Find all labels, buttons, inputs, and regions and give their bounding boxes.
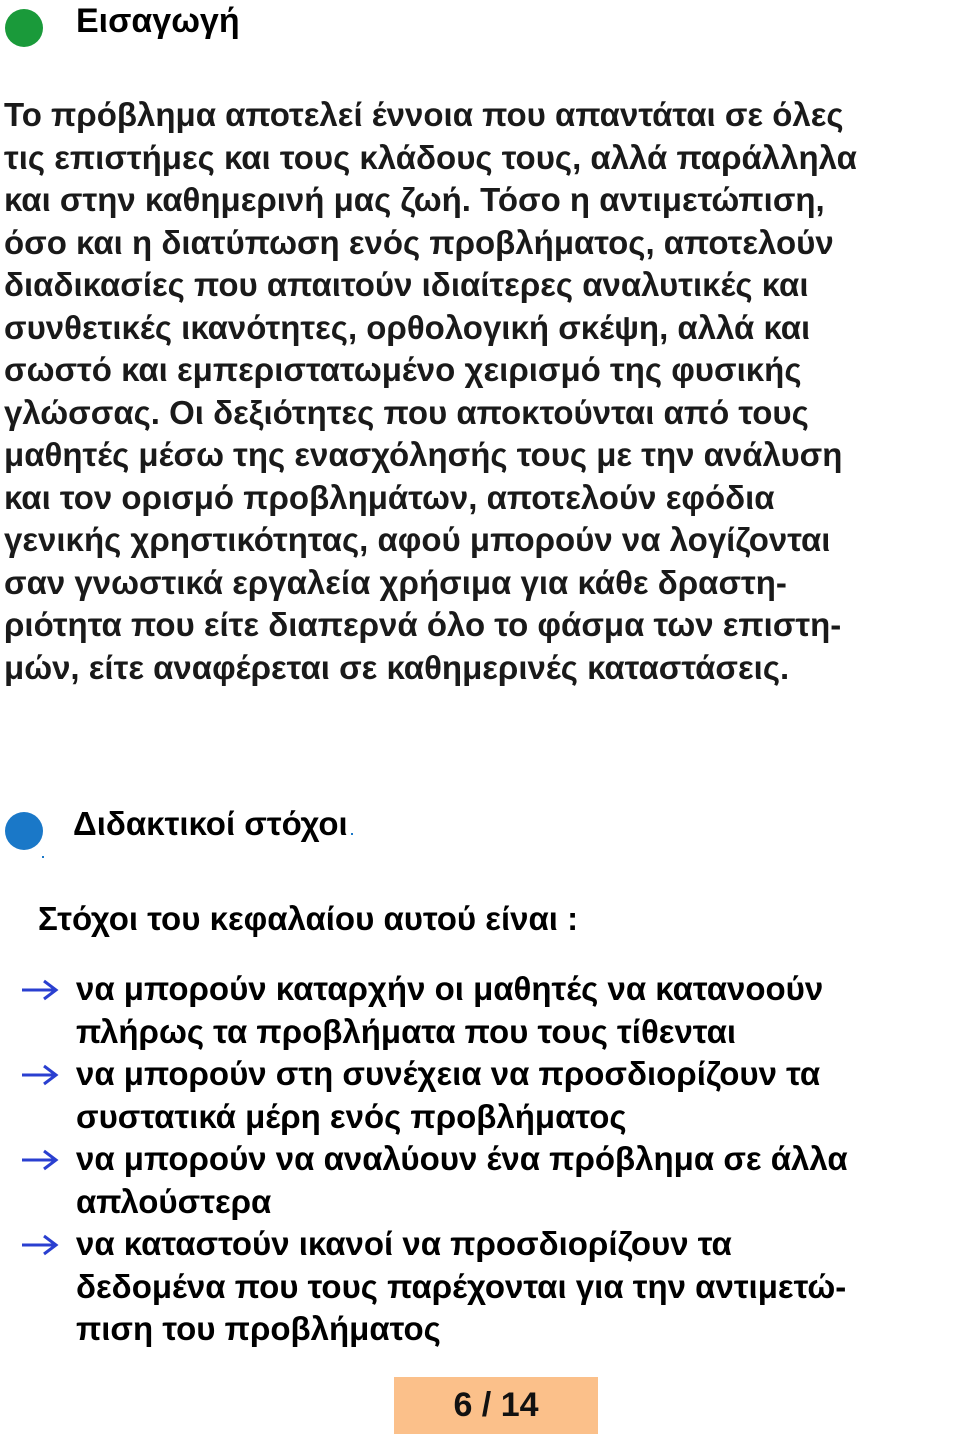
paragraph-line: συνθετικές ικανότητες, ορθολογική σκέψη, αλλά και <box>4 308 811 346</box>
paragraph-line: διαδικασίες που απαιτούν ιδιαίτερες αναλυτικές και <box>4 266 809 303</box>
goals-heading-text: Διδακτικοί στόχοι <box>73 805 348 842</box>
goal-item-line: να μπορούν καταρχήν οι μαθητές να κατανοούν <box>76 970 824 1007</box>
page-number-label: 6 / 14 <box>453 1386 539 1424</box>
paragraph-line: γλώσσας. Οι δεξιότητες που αποκτούνται από τους <box>4 393 809 431</box>
paragraph-line: σαν γνωστικά εργαλεία χρήσιμα για κάθε δραστη- <box>4 563 787 601</box>
goal-list-item <box>0 1138 960 1223</box>
goals-list <box>0 968 960 1351</box>
green-circle-bullet-icon <box>5 9 43 47</box>
heading-dot-mark <box>351 833 353 835</box>
goal-item-line: απλούστερα <box>76 1182 272 1220</box>
paragraph-line: ριότητα που είτε διαπερνά όλο το φάσμα των επιστη- <box>4 606 842 643</box>
goal-item-line: να μπορούν στη συνέχεια να προσδιορίζουν τα <box>76 1055 821 1092</box>
goal-item-line: πλήρως τα προβλήματα που τους τίθενται <box>76 1012 737 1050</box>
page-number-badge <box>394 1377 598 1434</box>
paragraph-line: όσο και η διατύπωση ενός προβλήματος, αποτελούν <box>4 223 834 261</box>
section-heading-introduction: Εισαγωγή <box>76 2 240 40</box>
goal-item-line: δεδομένα που τους παρέχονται για την αντιμετώ- <box>76 1267 847 1305</box>
paragraph-line: και τον ορισμό προβλημάτων, αποτελούν εφόδια <box>4 478 775 516</box>
paragraph-line: σωστό και εμπεριστατωμένο χειρισμό της φυσικής <box>4 351 802 388</box>
section-heading-teaching-goals <box>73 804 353 844</box>
goals-lead-text: Στόχοι του κεφαλαίου αυτού είναι : <box>38 900 579 937</box>
introduction-paragraph <box>4 94 960 689</box>
blue-circle-bullet-icon <box>5 812 43 850</box>
goal-list-item <box>0 1053 960 1138</box>
goal-item-line: να καταστούν ικανοί να προσδιορίζουν τα <box>76 1225 732 1262</box>
right-arrow-icon <box>18 1149 62 1171</box>
goal-item-line: να μπορούν να αναλύουν ένα πρόβλημα σε άλλα <box>76 1140 848 1177</box>
goal-item-line: πιση του προβλήματος <box>76 1310 441 1347</box>
bullet-tick-mark <box>42 856 44 858</box>
paragraph-line: μών, είτε αναφέρεται σε καθημερινές καταστάσεις. <box>4 648 790 686</box>
goal-item-line: συστατικά μέρη ενός προβλήματος <box>76 1097 627 1135</box>
right-arrow-icon <box>18 1234 62 1256</box>
goal-list-item <box>0 1223 960 1351</box>
paragraph-line: Το πρόβλημα αποτελεί έννοια που απαντάται σε όλες <box>4 96 844 133</box>
paragraph-line: και στην καθημερινή μας ζωή. Τόσο η αντιμετώπιση, <box>4 181 825 218</box>
right-arrow-icon <box>18 979 62 1001</box>
goal-list-item <box>0 968 960 1053</box>
paragraph-line: μαθητές μέσω της ενασχόλησής τους με την ανάλυση <box>4 436 843 473</box>
paragraph-line: τις επιστήμες και τους κλάδους τους, αλλά παράλληλα <box>4 138 857 176</box>
paragraph-line: γενικής χρηστικότητας, αφού μπορούν να λογίζονται <box>4 521 831 558</box>
right-arrow-icon <box>18 1064 62 1086</box>
